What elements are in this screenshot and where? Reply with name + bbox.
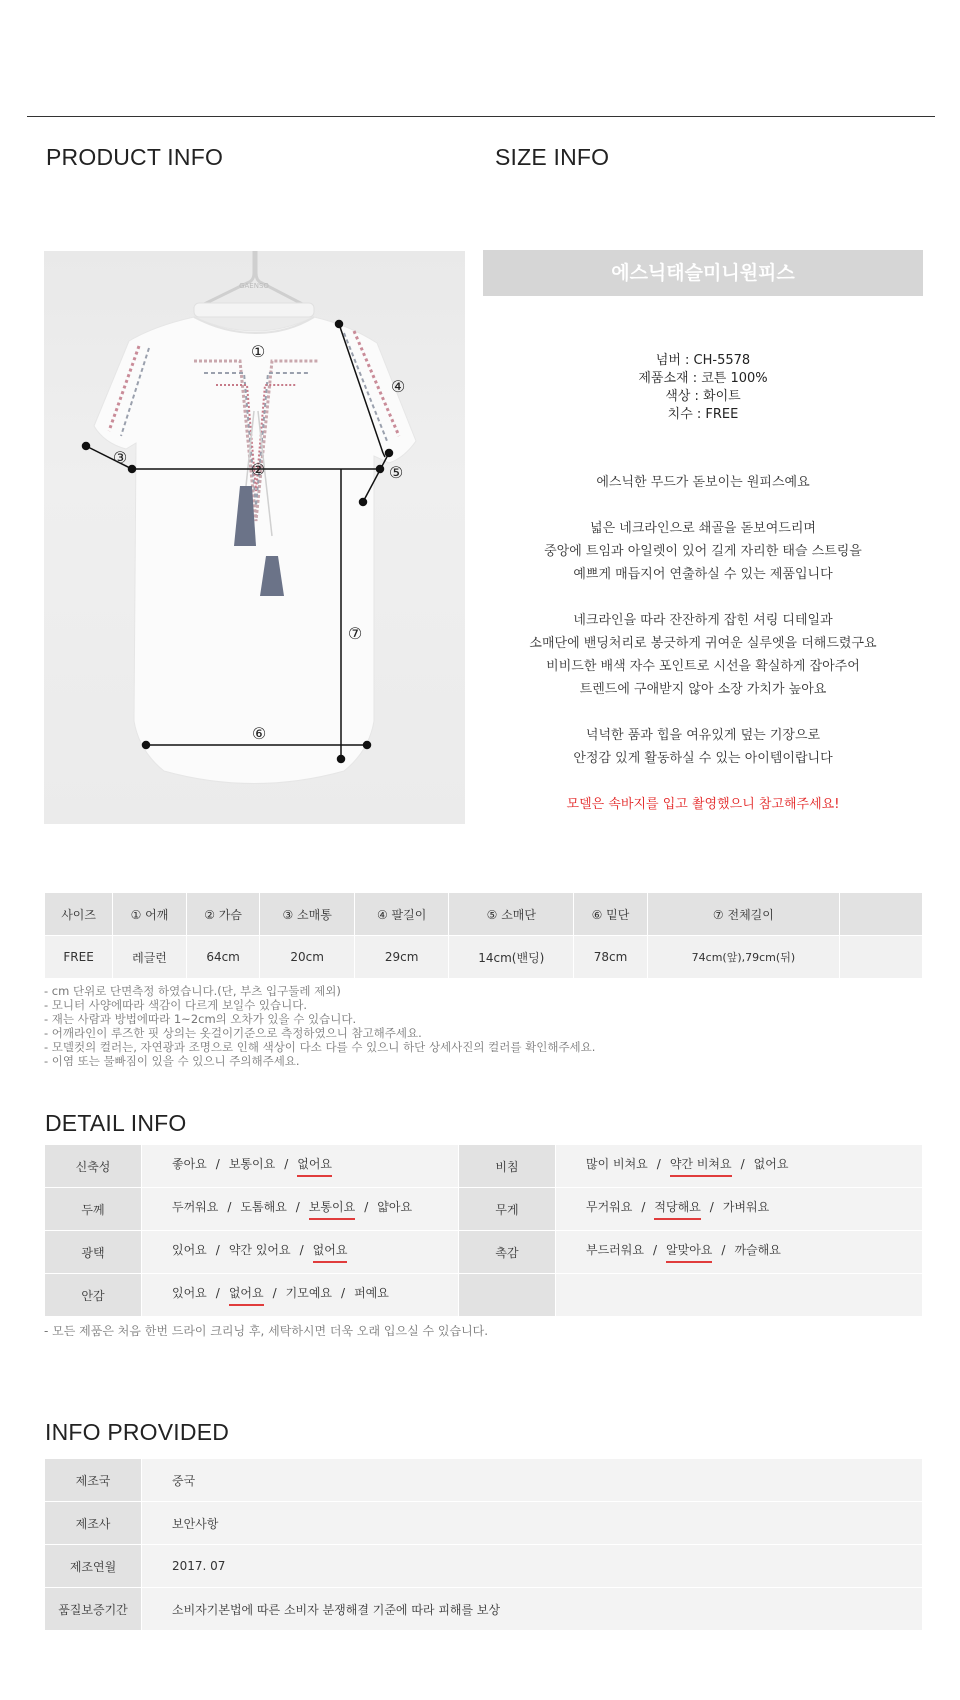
size-note: - 모니터 사양에따라 색감이 다르게 보일수 있습니다.	[44, 998, 308, 1012]
detail-option: 보통이요	[228, 1157, 276, 1171]
option-separator: /	[721, 1243, 726, 1257]
size-table-header-row	[45, 893, 923, 936]
product-photo	[44, 251, 465, 824]
size-note: - 모델컷의 컬러는, 자연광과 조명으로 인해 색상이 다소 다를 수 있으니 하단 상세사진의 컬러를 확인해주세요.	[44, 1040, 596, 1054]
size-cell: 14cm(밴딩)	[449, 936, 574, 979]
info-label: 제조국	[45, 1459, 142, 1502]
marker-4: ④	[390, 377, 406, 396]
detail-option-selected: 없어요	[297, 1155, 332, 1177]
detail-option: 무거워요	[586, 1200, 633, 1214]
option-separator: /	[364, 1200, 369, 1214]
detail-option-selected: 알맞아요	[666, 1241, 712, 1263]
detail-option: 까슬해요	[734, 1243, 781, 1257]
size-table	[44, 892, 923, 979]
spec-material: 제품소재 : 코튼 100%	[638, 371, 768, 386]
detail-info-row	[45, 1145, 923, 1188]
option-separator: /	[295, 1200, 300, 1214]
detail-option: 있어요	[172, 1286, 207, 1300]
info-provided-table	[44, 1458, 923, 1631]
detail-options	[556, 1274, 923, 1317]
detail-options	[142, 1145, 459, 1188]
info-value: 중국	[142, 1459, 923, 1502]
marker-2: ②	[250, 460, 266, 479]
detail-label: 신축성	[45, 1145, 142, 1188]
description-line: 에스닉한 무드가 돋보이는 원피스예요	[596, 475, 810, 490]
detail-options	[142, 1231, 459, 1274]
option-separator: /	[272, 1286, 277, 1300]
detail-option-selected: 약간 비쳐요	[670, 1155, 732, 1177]
detail-label: 무게	[459, 1188, 556, 1231]
size-note: - 이염 또는 물빠짐이 있을 수 있으니 주의해주세요.	[44, 1054, 300, 1068]
info-provided-row	[45, 1502, 923, 1545]
info-provided-row	[45, 1545, 923, 1588]
option-separator: /	[709, 1200, 714, 1214]
detail-options	[556, 1188, 923, 1231]
size-notes	[44, 984, 595, 1068]
description-line: 소매단에 밴딩처리로 봉긋하게 귀여운 실루엣을 더해드렸구요	[529, 636, 877, 651]
size-note: - cm 단위로 단면측정 하였습니다.(단, 부츠 입구둘레 제외)	[44, 984, 341, 998]
option-separator: /	[215, 1243, 220, 1257]
detail-info-table	[44, 1144, 923, 1317]
option-separator: /	[215, 1157, 220, 1171]
detail-options	[142, 1188, 459, 1231]
info-provided-row	[45, 1588, 923, 1631]
hanger-illustration	[194, 251, 314, 317]
detail-option-selected: 적당해요	[654, 1198, 700, 1220]
hanger-brand-text: GAENSO	[239, 282, 269, 290]
option-separator: /	[284, 1157, 289, 1171]
size-cell: FREE	[45, 936, 113, 979]
detail-info-row	[45, 1274, 923, 1317]
detail-option-selected: 없어요	[313, 1241, 348, 1263]
detail-option: 좋아요	[172, 1157, 207, 1171]
detail-label	[459, 1274, 556, 1317]
info-label: 제조연월	[45, 1545, 142, 1588]
detail-option-selected: 없어요	[229, 1284, 264, 1306]
option-separator: /	[341, 1286, 346, 1300]
size-info-heading: SIZE INFO	[495, 144, 610, 170]
info-label: 제조사	[45, 1502, 142, 1545]
care-note: - 모든 제품은 처음 한번 드라이 크리닝 후, 세탁하시면 더욱 오래 입으실 수 있습니다.	[44, 1324, 489, 1338]
product-name-bar: 에스닉태슬미니원피스	[483, 250, 923, 296]
marker-3: ③	[112, 448, 128, 467]
marker-6: ⑥	[251, 724, 267, 743]
info-provided-row	[45, 1459, 923, 1502]
detail-options	[142, 1274, 459, 1317]
detail-info-row	[45, 1231, 923, 1274]
size-cell: 29cm	[354, 936, 449, 979]
detail-label: 촉감	[459, 1231, 556, 1274]
detail-info-row	[45, 1188, 923, 1231]
detail-info-heading: DETAIL INFO	[45, 1110, 187, 1136]
description-line: 안정감 있게 활동하실 수 있는 아이템이랍니다	[573, 751, 833, 766]
description-line: 트렌드에 구애받지 않아 소장 가치가 높아요	[579, 682, 827, 697]
detail-option: 도톰해요	[240, 1200, 287, 1214]
option-separator: /	[299, 1243, 304, 1257]
size-cell: 20cm	[260, 936, 355, 979]
option-separator: /	[656, 1157, 661, 1171]
info-value: 소비자기본법에 따른 소비자 분쟁해결 기준에 따라 피해를 보상	[142, 1588, 923, 1631]
size-cell: 64cm	[186, 936, 260, 979]
size-header-cell: 사이즈	[45, 893, 113, 936]
info-provided-heading: INFO PROVIDED	[45, 1419, 230, 1445]
size-header-cell: ④ 팔길이	[354, 893, 449, 936]
detail-option: 기모예요	[285, 1286, 333, 1300]
detail-label: 광택	[45, 1231, 142, 1274]
description-line: 중앙에 트임과 아일렛이 있어 길게 자리한 태슬 스트링을	[544, 544, 862, 559]
size-header-cell: ① 어깨	[113, 893, 187, 936]
description-line: 넉넉한 품과 힙을 여유있게 덮는 기장으로	[585, 728, 821, 743]
option-separator: /	[740, 1157, 745, 1171]
size-table-row	[45, 936, 923, 979]
dress-illustration	[94, 317, 416, 784]
detail-option-selected: 보통이요	[309, 1198, 355, 1220]
option-separator: /	[215, 1286, 220, 1300]
detail-option: 부드러워요	[586, 1243, 644, 1257]
info-value: 2017. 07	[142, 1545, 923, 1588]
size-header-cell: ② 가슴	[186, 893, 260, 936]
info-label: 품질보증기간	[45, 1588, 142, 1631]
size-header-cell: ⑤ 소매단	[449, 893, 574, 936]
marker-7: ⑦	[347, 624, 363, 643]
size-note: - 재는 사람과 방법에따라 1~2cm의 오차가 있을 수 있습니다.	[44, 1012, 357, 1026]
spec-size: 치수 : FREE	[667, 407, 739, 422]
description-line: 예쁘게 매듭지어 연출하실 수 있는 제품입니다	[573, 567, 833, 582]
size-cell: 74cm(앞),79cm(뒤)	[647, 936, 839, 979]
info-value: 보안사항	[142, 1502, 923, 1545]
description-line: 네크라인을 따라 잔잔하게 잡힌 셔링 디테일과	[573, 613, 833, 628]
detail-option: 얇아요	[377, 1200, 413, 1214]
marker-5: ⑤	[388, 463, 404, 482]
size-cell: 78cm	[574, 936, 648, 979]
spec-number: 넘버 : CH-5578	[655, 353, 751, 368]
size-note: - 어깨라인이 루즈한 핏 상의는 옷걸이기준으로 측정하였으니 참고해주세요.	[44, 1026, 422, 1040]
option-separator: /	[641, 1200, 646, 1214]
detail-option: 있어요	[172, 1243, 207, 1257]
size-cell: 레글런	[113, 936, 187, 979]
spec-color: 색상 : 화이트	[665, 389, 741, 404]
detail-label: 비침	[459, 1145, 556, 1188]
detail-option: 약간 있어요	[228, 1243, 291, 1257]
size-cell	[840, 936, 923, 979]
detail-option: 많이 비쳐요	[586, 1157, 648, 1171]
size-header-cell	[840, 893, 923, 936]
detail-option: 두꺼워요	[172, 1200, 219, 1214]
top-divider	[27, 116, 935, 117]
detail-option: 가벼워요	[722, 1200, 770, 1214]
detail-options	[556, 1145, 923, 1188]
marker-1: ①	[250, 342, 266, 361]
product-info-heading: PRODUCT INFO	[46, 144, 224, 170]
description-line: 비비드한 배색 자수 포인트로 시선을 확실하게 잡아주어	[546, 659, 860, 674]
size-header-cell: ③ 소매통	[260, 893, 355, 936]
size-header-cell: ⑥ 밑단	[574, 893, 648, 936]
model-notice: 모델은 속바지를 입고 촬영했으니 참고해주세요!	[566, 797, 840, 812]
detail-label: 안감	[45, 1274, 142, 1317]
option-separator: /	[652, 1243, 658, 1257]
detail-options	[556, 1231, 923, 1274]
option-separator: /	[227, 1200, 232, 1214]
detail-option: 퍼예요	[354, 1286, 389, 1300]
detail-label: 두께	[45, 1188, 142, 1231]
description-line: 넓은 네크라인으로 쇄골을 돋보여드리며	[590, 521, 816, 536]
detail-option: 없어요	[753, 1157, 789, 1171]
size-header-cell: ⑦ 전체길이	[647, 893, 839, 936]
